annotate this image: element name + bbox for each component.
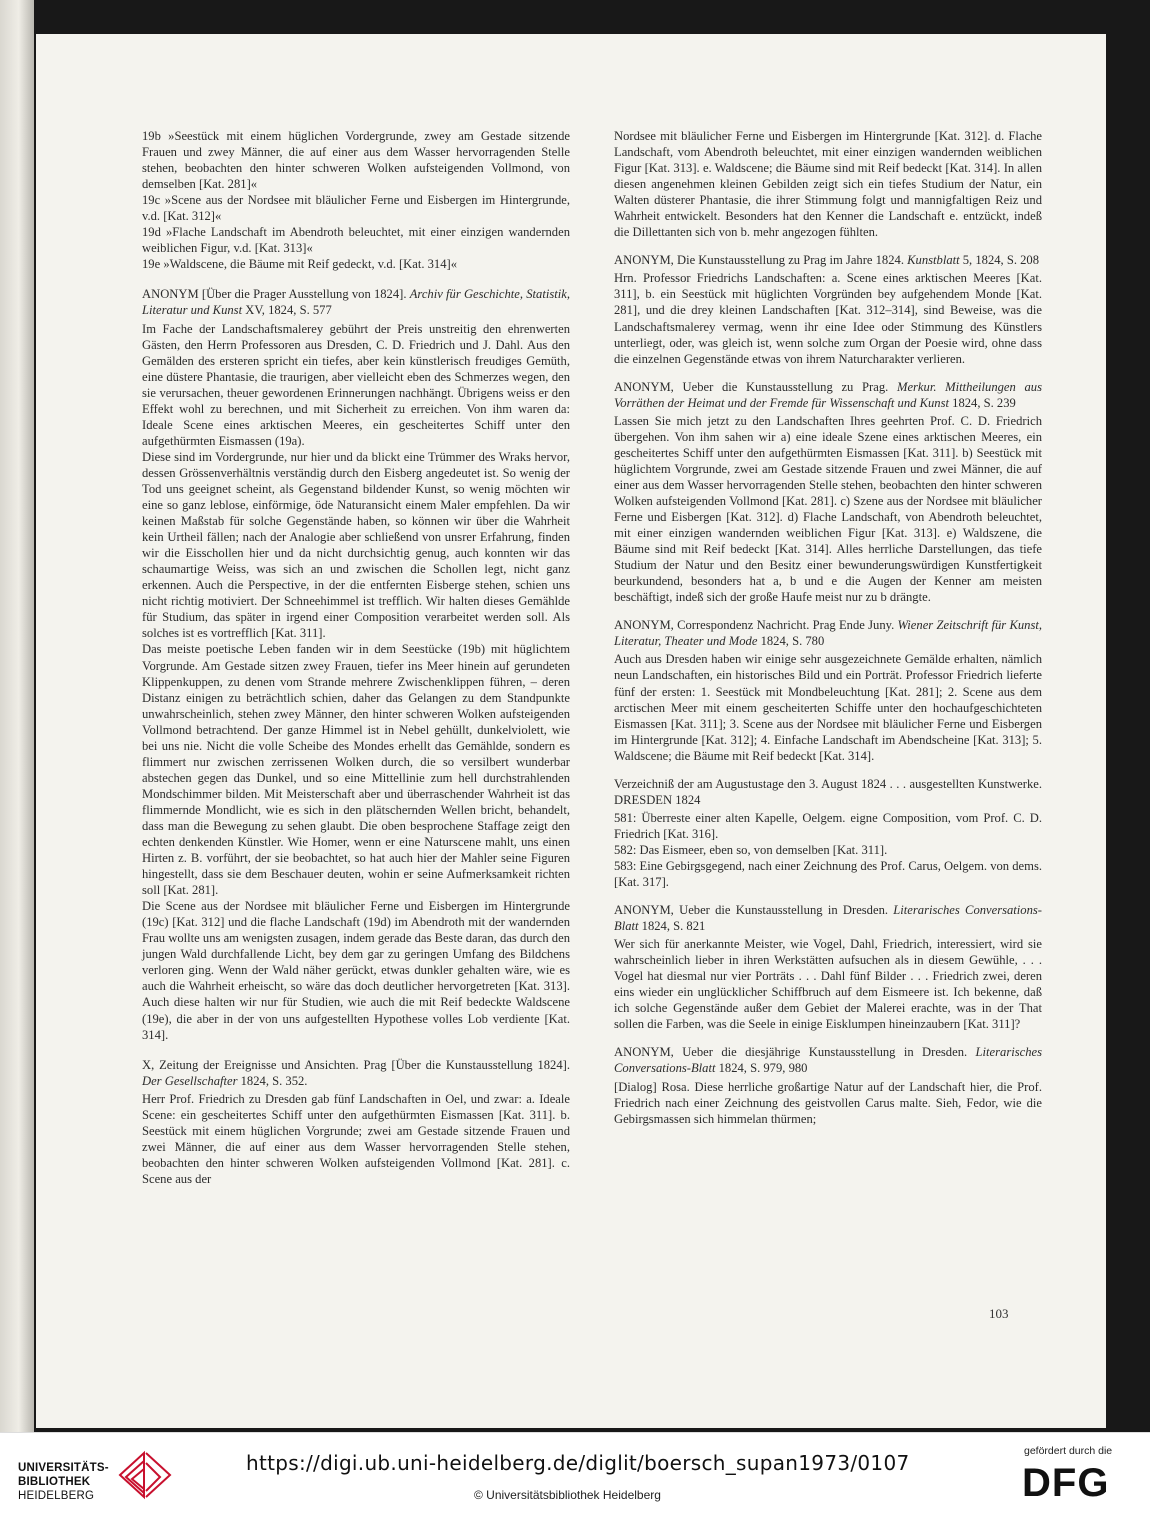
entry-heading bbox=[614, 252, 1042, 268]
entry-heading bbox=[142, 286, 570, 318]
heading-ref: 1824, S. 979, 980 bbox=[715, 1061, 808, 1076]
heading-source: Literarisches Conversations-Blatt bbox=[614, 903, 1042, 934]
heading-source: Kunstblatt bbox=[907, 253, 960, 268]
item-19d: 19d »Flache Landschaft im Abendroth beleuchtet, mit einer einzigen wandernden weiblichen Figur, v.d. [Kat. 313]« bbox=[142, 225, 570, 256]
heading-ref: 1824, S. 239 bbox=[949, 395, 1016, 410]
catalogue-item: 582: Das Eismeer, eben so, von demselben [Kat. 311]. bbox=[614, 842, 888, 857]
university-library-logo[interactable] bbox=[18, 1447, 168, 1505]
logo-line-1: UNIVERSITÄTS- bbox=[18, 1462, 109, 1474]
left-column bbox=[142, 128, 570, 1187]
entry-heading: Verzeichniß der am Augustustage den 3. August 1824 . . . ausgestellten Kunstwerke. DRESDEN 1824 bbox=[614, 776, 1042, 807]
heading-text: ANONYM [Über die Prager Ausstellung von 1824]. bbox=[142, 287, 410, 302]
heading-source: Wiener Zeitschrift für Kunst, Literatur, Theater und Mode bbox=[614, 618, 1042, 649]
heading-ref: 5, 1824, S. 208 bbox=[959, 253, 1040, 268]
heading-source: Archiv für Geschichte, Statistik, Literatur und Kunst bbox=[142, 287, 570, 318]
heading-ref: 1824, S. 780 bbox=[757, 634, 825, 649]
entry-heading bbox=[142, 1057, 570, 1089]
entry-heading bbox=[614, 379, 1042, 411]
paragraph: Die Scene aus der Nordsee mit bläulicher Ferne und Eisbergen im Hintergrunde (19c) [Kat. 312] und die flache Landschaft (19d) im Abendroth mit der wandernden Frau wollte uns am wenigsten zusagen, indem gerade das Beste daran, das durch den jungen Wald durchfallende Licht, bey dem gar zu geringen Umfang des Bildchens verloren ging. Wenn der Wald näher gerückt, etwas dunkler gehalten wäre, wie es auch die Wahrheit erheischt, so wäre das doch deutlicher hervorgetreten [Kat. 313]. Auch diese halten wir nur für Studien, wie auch die mit Reif bedeckte Waldscene (19e), die aber in der von uns aufgestellten Hypothese volles Lob verdiente [Kat. 314]. bbox=[142, 899, 570, 1042]
item-19e: 19e »Waldscene, die Bäume mit Reif gedeckt, v.d. [Kat. 314]« bbox=[142, 257, 458, 272]
page-number: 103 bbox=[989, 1306, 1009, 1321]
dfg-caption: gefördert durch die bbox=[1024, 1445, 1113, 1457]
item-19b: 19b »Seestück mit einem hüglichen Vordergrunde, zwey am Gestade sitzende Frauen und zwey Männer, die auf einer aus dem Wasser hervorragenden Stelle stehen, beobachten den hinter schweren Wolken aufsteigenden Vollmond, von demselben [Kat. 281]« bbox=[142, 129, 570, 192]
dfg-logo: DFG bbox=[1022, 1461, 1110, 1505]
entry-heading bbox=[614, 617, 1042, 649]
heading-text: X, Zeitung der Ereignisse und Ansichten. Prag [Über die Kunstausstellung 1824]. bbox=[142, 1057, 570, 1072]
paragraph: Im Fache der Landschaftsmalerey gebührt der Preis unstreitig den ehrenwerten Gästen, den Herrn Professoren aus Dresden, C. D. Friedrich und J. Dahl. Aus den Gemälden des ersteren spricht ein tiefes, aber kein künstlerisch freudiges Gemüth, eine düstere Phantasie, die traurigen, aber vielleicht eben des Schmerzes wegen, den sie verursachen, theuer gewordenen Erinnerungen nachhängt. Übrigens weiss er den Effekt wohl zu berechnen, und mit Sicherheit zu erreichen. Von ihm waren da: Ideale Scene eines arktischen Meeres, ein gescheitertes Schiff unter den aufgethürmten Eismassen (19a). bbox=[142, 321, 570, 448]
book-page bbox=[36, 34, 1106, 1428]
heading-source: Merkur. Mittheilungen aus Vorräthen der Heimat und der Fremde für Wissenschaft und Kunst bbox=[614, 379, 1042, 410]
dfg-funding-block[interactable] bbox=[1020, 1445, 1140, 1509]
logo-line-2: BIBLIOTHEK bbox=[18, 1476, 91, 1488]
logo-text bbox=[18, 1461, 109, 1503]
right-column bbox=[614, 128, 1042, 1127]
paragraph: Auch aus Dresden haben wir einige sehr ausgezeichnete Gemälde erhalten, nämlich neun Landschaften, ein historisches Bild und ein Porträt. Professor Friedrich lieferte fünf der ersten: 1. Seestück mit Mondbeleuchtung [Kat. 281]; 2. Scene aus dem arctischen Meer mit einem gescheiterten Schiffe unter den hochaufgeschichteten Eismassen [Kat. 311]; 3. Scene aus der Nordsee mit bläulicher Ferne und Eisbergen im Hintergrunde [Kat. 312]; 4. Einfache Landschaft im Abendscheine [Kat. 313]; 5. Waldscene; die Bäume mit Reif bedeckt [Kat. 314]. bbox=[614, 652, 1042, 763]
catalogue-item: 581: Überreste einer alten Kapelle, Oelgem. eigne Composition, vom Prof. C. D. Friedrich [Kat. 316]. bbox=[614, 810, 1042, 841]
entry-heading bbox=[614, 902, 1042, 934]
heading-ref: XV, 1824, S. 577 bbox=[242, 303, 332, 318]
library-emblem-icon bbox=[114, 1447, 174, 1505]
heading-text: ANONYM, Ueber die diesjährige Kunstausstellung in Dresden. bbox=[614, 1045, 976, 1060]
heading-text: ANONYM, Ueber die Kunstausstellung zu Prag. bbox=[614, 379, 897, 394]
heading-text: ANONYM, Ueber die Kunstausstellung in Dresden. bbox=[614, 903, 894, 918]
paragraph: Das meiste poetische Leben fanden wir in dem Seestücke (19b) mit hüglichtem Vorgrunde. Am Gestade sitzen zwey Frauen, tiefer ins Meer hinein auf gerundeten Klippenkuppen, zu denen vom Strande mehrere Zwischenklippen führen, – deren Distanz einigen zu beträchtlich schien, daher das Gelangen zu dem Standpunkte unwahrscheinlich, stehen zwey Männer, den hinter schweren Wolken aufsteigenden Vollmond betrachtend. Der ganze Himmel ist in Nebel gehüllt, dunkelviolett, wie bei uns nie. Nicht die volle Scheibe des Mondes erhellt das Gemählde, sondern es flimmert nur zwischen zerrissenen Wolken durch, die so versilbert wunderbar abstechen gegen das Dunkel, und so eine Mittellinie zum hell durchstrahlenden Mondschimmer bilden. Mit Meisterschaft aber und überraschender Wahrheit ist das flimmernde Mondlicht, wie es sich in den plätschernden Wellen bricht, behandelt, dass man die Bewegung zu sehen glaubt. Die oben besprochene Staffage zeigt den echten denkenden Künstler. Wie Homer, wenn er eine Naturscene mahlt, uns einen Hirten z. B. vorführt, der sie beobachtet, so hat auch hier der Mahler seine Figuren hingestellt, dass sie dem Beschauer deuten, wohin er seine Aufmerksamkeit richten soll [Kat. 281]. bbox=[142, 642, 570, 898]
catalogue-item: 583: Eine Gebirgsgegend, nach einer Zeichnung des Prof. Carus, Oelgem. von dems. [Kat. 317]. bbox=[614, 858, 1042, 890]
paragraph: [Dialog] Rosa. Diese herrliche großartige Natur auf der Landschaft hier, die Prof. Friedrich nach einer Zeichnung des geistvollen Carus malte. Sieh, Fedor, wie die Gebirgsmassen sich himmelan thürmen; bbox=[614, 1079, 1042, 1126]
item-19c: 19c »Scene aus der Nordsee mit bläulicher Ferne und Eisbergen im Hintergrunde, v.d. [Kat. 312]« bbox=[142, 193, 570, 224]
heading-text: ANONYM, Die Kunstausstellung zu Prag im Jahre 1824. bbox=[614, 253, 908, 268]
paragraph: Nordsee mit bläulicher Ferne und Eisbergen im Hintergrunde [Kat. 312]. d. Flache Landschaft, vom Abendroth beleuchtet, mit einer einzigen wandernden weiblichen Figur [Kat. 313]. e. Waldscene; die Bäume sind mit Reif bedeckt [Kat. 314]. In allen diesen angenehmen kleinen Gebilden zeigt sich ein tiefes Studium der Natur, ein Walten düsterer Phantasie, die ihrer Stimmung folgt und mannigfaltigen Reiz und Wahrheit entwickelt. Besonders hat den Kenner die Landschaft e. entzückt, indeß die Dillettanten sich von b. mehr angezogen fühlten. bbox=[614, 129, 1042, 240]
heading-text: ANONYM, Correspondenz Nachricht. Prag Ende Juny. bbox=[614, 618, 898, 633]
permalink-url[interactable]: https://digi.ub.uni-heidelberg.de/diglit/boersch_supan1973/0107 bbox=[246, 1451, 910, 1475]
viewer-footer bbox=[0, 1432, 1150, 1517]
paragraph: Lassen Sie mich jetzt zu den Landschaften Ihres geehrten Prof. C. D. Friedrich übergehen. Von ihm sahen wir a) eine ideale Szene eines arktischen Meeres, ein gescheitertes Schiff unter den aufgethürmten Eismassen [Kat. 311]. b) Seestück mit hüglichtem Vorgrunde, zwei am Gestade sitzende Frauen und zwei Männer, die auf einer aus dem Wasser hervorragenden Stelle stehen, beobachten den hinter schweren Wolken aufsteigenden Vollmond [Kat. 281]. c) Szene aus der Nordsee mit bläulicher Ferne und Eisbergen [Kat. 312]. d) Flache Landschaft, von Abendroth beleuchtet, mit einer einzigen wandernden weiblichen Figur [Kat. 313]. e) Waldszene, die Bäume sind mit Reif bedeckt [Kat. 314]. Alles herrliche Darstellungen, das tiefe Studium der Natur und den Besitz einer bewunderungswürdigen Kunstfertigkeit beurkundend, besonders hat a, b und e die Augen der Kenner am meisten beschäftigt, indeß sich der große Haufe meist nur zu b drängte. bbox=[614, 413, 1042, 605]
heading-source: Der Gesellschafter bbox=[142, 1073, 238, 1088]
paragraph: Diese sind im Vordergrunde, nur hier und da blickt eine Trümmer des Wraks hervor, dessen Grössenverhältnis verständig durch den Eisberg angedeutet ist. So wenig der Tod uns geeignet scheint, als Gegenstand bildender Kunst, so wenig möchten wir eine so ganz leblose, einförmige, öde Naturansicht einem Maler empfehlen. Da wir keinen Maßstab für solche Gegenstände haben, so können wir über die Wahrheit kein Urtheil fällen; nach der Analogie aber schließend von unsrer Erfahrung, finden wir die Eisschollen hier und da nicht durchsichtig genug, auch konnten wir das schaumartige Weiss, was sich an und zwischen die Schollen legt, nicht ganz erkennen. Auch die Perspective, in der die entfernten Eisberge stehen, schien uns nicht richtig motiviert. Der Schneehimmel ist trefflich. Wir halten dieses Gemählde für Studium, das später in irgend einer Composition verarbeitet werden soll. Als solches ist es vortrefflich [Kat. 311]. bbox=[142, 449, 570, 641]
heading-source: Literarisches Conversations-Blatt bbox=[614, 1045, 1042, 1076]
left-page-edge bbox=[0, 0, 34, 1432]
paragraph: Wer sich für anerkannte Meister, wie Vogel, Dahl, Friedrich, interessiert, wird sie wahrscheinlich lieber in ihren Werkstätten aufsuchen als in diesem Gewühle, . . . Vogel hat diesmal nur vier Porträts . . . Dahl fünf Bilder . . . Friedrich zwei, deren eins wieder ein unglücklicher Schiffbruch auf dem Eismeere ist. Ich bekenne, daß ich solche Gegenstände außer dem Gebiet der Malerei erachte, was in der That sollen die Farben, was die Seele in einige Eisklumpen hineinzaubern [Kat. 311]? bbox=[614, 937, 1042, 1032]
copyright-notice: © Universitätsbibliothek Heidelberg bbox=[474, 1488, 661, 1502]
paragraph: Hrn. Professor Friedrichs Landschaften: a. Scene eines arktischen Meeres [Kat. 311], b. ein Seestück mit hüglichten Vorgründen bey aufgehendem Monde [Kat. 281], und die drey kleinen Landschaften [Kat. 312–314], sind Beweise, was die Landschaftsmalerey vermag, wenn ihr eine Idee oder Stimmung des Künstlers unterliegt, oder, was gleich ist, wenn solche zum Organ der Poesie wird, ohne dass die einzelnen Gegenstände etwas von ihrem Naturcharakter verlieren. bbox=[614, 271, 1042, 366]
entry-heading bbox=[614, 1044, 1042, 1076]
heading-ref: 1824, S. 352. bbox=[237, 1073, 308, 1088]
logo-line-3: HEIDELBERG bbox=[18, 1490, 95, 1502]
heading-ref: 1824, S. 821 bbox=[638, 919, 706, 934]
paragraph: Herr Prof. Friedrich zu Dresden gab fünf Landschaften in Oel, und zwar: a. Ideale Scene: ein gescheitertes Schiff unter den aufgethürmten Eismassen [Kat. 311]. b. Seestück mit einem hüglichen Vorgrunde; zwei am Gestade sitzende Frauen und zwei Männer, die auf einer aus dem Wasser hervorragenden Stelle stehen, beobachten den hinter schweren Wolken aufsteigenden Vollmond [Kat. 281]. c. Scene aus der bbox=[142, 1091, 570, 1186]
